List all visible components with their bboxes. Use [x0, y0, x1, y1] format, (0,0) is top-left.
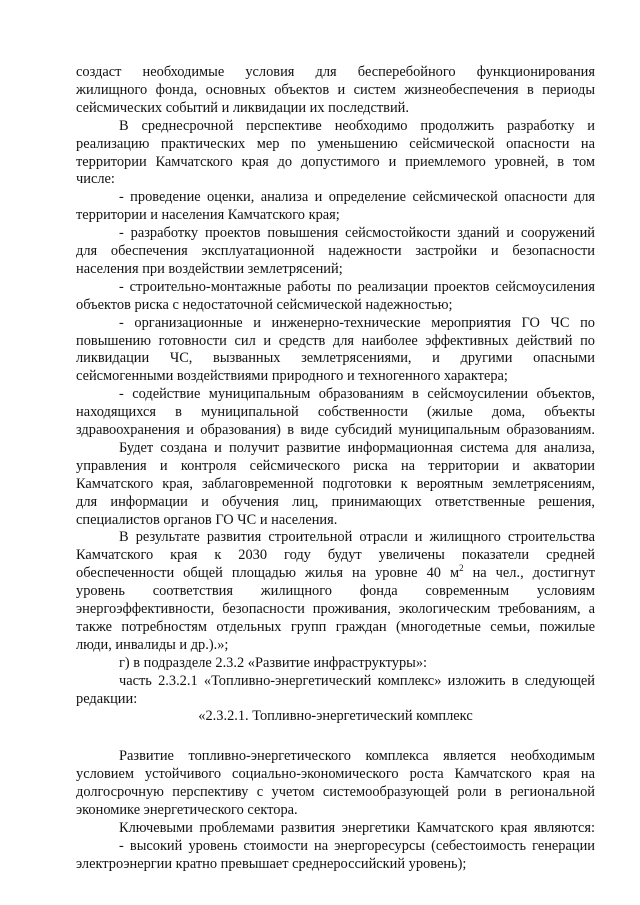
line-text: объектов риска с недостаточной сейсмической надежностью;: [76, 296, 453, 313]
line-text: сейсмических событий и ликвидации их последствий.: [76, 99, 409, 116]
line-text: уровень соответствия жилищного фонда современным условиям: [76, 583, 595, 600]
text-line: [76, 458, 595, 476]
line-text: Камчатского края к 2030 году будут увеличены показатели средней: [76, 547, 595, 564]
line-text: Развитие топливно-энергетического комплекса является необходимым: [119, 748, 595, 765]
text-line: [76, 476, 595, 494]
line-text: жилищного фонда, основных объектов и систем жизнеобеспечения в периоды: [76, 81, 595, 98]
text-line: [76, 261, 595, 279]
line-text: Камчатского края, заблаговременной подготовки к вероятным землетрясениям,: [76, 475, 595, 492]
line-text: управления и контроля сейсмического риска на территории и акватории: [76, 457, 595, 474]
line-text: часть 2.3.2.1 «Топливно-энергетический комплекс» изложить в следующей: [119, 672, 595, 689]
text-line: [76, 100, 595, 118]
line-text: Будет создана и получит развитие информационная система для анализа,: [119, 439, 595, 456]
text-line: [76, 856, 595, 874]
text-line: [76, 64, 595, 82]
line-text: обеспеченности общей площадью жилья на уровне 40 м: [76, 565, 460, 582]
line-text: ликвидации ЧС, вызванных землетрясениями, и другими опасными: [76, 350, 595, 367]
line-text: также потребностям отдельных групп граждан (многодетные семьи, пожилые: [76, 618, 595, 635]
line-text: В результате развития строительной отрасли и жилищного строительства: [119, 529, 595, 546]
text-line: [76, 730, 595, 748]
line-text: для информации и обучения лиц, принимающих ответственные решения,: [76, 493, 595, 510]
text-line: [119, 529, 595, 547]
line-text: В среднесрочной перспективе необходимо продолжить разработку и: [119, 117, 595, 134]
line-text: сейсмогенными воздействиями природного и техногенного характера;: [76, 368, 508, 385]
line-text: создаст необходимые условия для бесперебойного функционирования: [76, 64, 595, 80]
line-text: «2.3.2.1. Топливно-энергетический комплекс: [198, 708, 473, 725]
text-line: [119, 748, 595, 766]
text-line: [76, 368, 595, 386]
text-line: [119, 225, 595, 243]
line-text: люди, инвалиды и др.).»;: [76, 636, 229, 653]
text-line: [76, 207, 595, 225]
text-line: [76, 297, 595, 315]
text-line: [76, 784, 595, 802]
text-line: [76, 512, 595, 530]
text-line: [76, 243, 595, 261]
text-line: [119, 315, 595, 333]
line-text: повышению готовности сил и средств для наиболее эффективных действий по: [76, 332, 595, 349]
line-text: Ключевыми проблемами развития энергетики Камчатского края являются:: [119, 819, 595, 836]
line-text: экономике энергетического сектора.: [76, 801, 298, 818]
text-line: [119, 820, 595, 838]
line-text: условием устойчивого социально-экономического роста Камчатского края на: [76, 766, 595, 783]
text-line: [76, 802, 595, 820]
line-text: специалистов органов ГО ЧС и населения.: [76, 511, 338, 528]
line-text: находящихся в муниципальной собственности (жилые дома, объекты: [76, 404, 595, 421]
superscript: 2: [459, 563, 464, 574]
text-line: [119, 189, 595, 207]
line-text: для обеспечения эксплуатационной надежности застройки и безопасности: [76, 243, 595, 259]
text-line: [76, 601, 595, 619]
text-line: [119, 279, 595, 297]
text-line: [76, 422, 595, 440]
line-text: здравоохранения и образования) в виде субсидий муниципальным образованиям.: [76, 422, 595, 438]
text-line: [76, 708, 595, 726]
text-line: [76, 494, 595, 512]
line-text: - разработку проектов повышения сейсмостойкости зданий и сооружений: [119, 225, 595, 242]
text-line: [119, 673, 595, 691]
line-text: - строительно-монтажные работы по реализации проектов сейсмоусиления: [119, 278, 595, 295]
text-line: [119, 655, 595, 673]
line-text: - высокий уровень стоимости на энергоресурсы (себестоимость генерации: [119, 837, 595, 854]
text-line: [76, 766, 595, 784]
line-text: г) в подразделе 2.3.2 «Развитие инфраструктуры»:: [119, 654, 428, 671]
text-line: [76, 154, 595, 172]
line-text: редакции:: [76, 690, 138, 707]
text-line: [119, 838, 595, 856]
line-text: - проведение оценки, анализа и определение сейсмической опасности для: [119, 189, 595, 206]
line-text: территории Камчатского края до допустимого и приемлемого уровней, в том: [76, 153, 595, 170]
text-line: [76, 350, 595, 368]
line-text: энергоэффективности, безопасности проживания, экологическим требованиям, а: [76, 601, 595, 617]
text-line: [119, 386, 595, 404]
line-text: - содействие муниципальным образованиям в сейсмоусилении объектов,: [119, 386, 595, 403]
line-text: электроэнергии кратно превышает среднероссийский уровень);: [76, 855, 467, 872]
line-text: территории и населения Камчатского края;: [76, 207, 340, 224]
text-line: [76, 637, 595, 655]
text-line: [76, 404, 595, 422]
text-line: [119, 118, 595, 136]
text-line: [76, 171, 595, 189]
line-tail: на чел., достигнут: [463, 565, 596, 582]
line-text: реализацию практических мер по уменьшению сейсмической опасности на: [76, 135, 595, 152]
line-text: населения при воздействии землетрясений;: [76, 260, 343, 277]
text-line: [76, 333, 595, 351]
text-line: [76, 583, 595, 601]
text-line: [76, 82, 595, 100]
text-line: [76, 619, 595, 637]
text-line: [76, 565, 595, 583]
line-text: числе:: [76, 171, 115, 188]
text-line: [76, 691, 595, 709]
text-line: [119, 440, 595, 458]
line-text: - организационные и инженерно-технические мероприятия ГО ЧС по: [119, 314, 595, 331]
text-line: [76, 136, 595, 154]
text-line: [76, 547, 595, 565]
line-text: долгосрочную перспективу с учетом системообразующей роли в региональной: [76, 784, 595, 800]
